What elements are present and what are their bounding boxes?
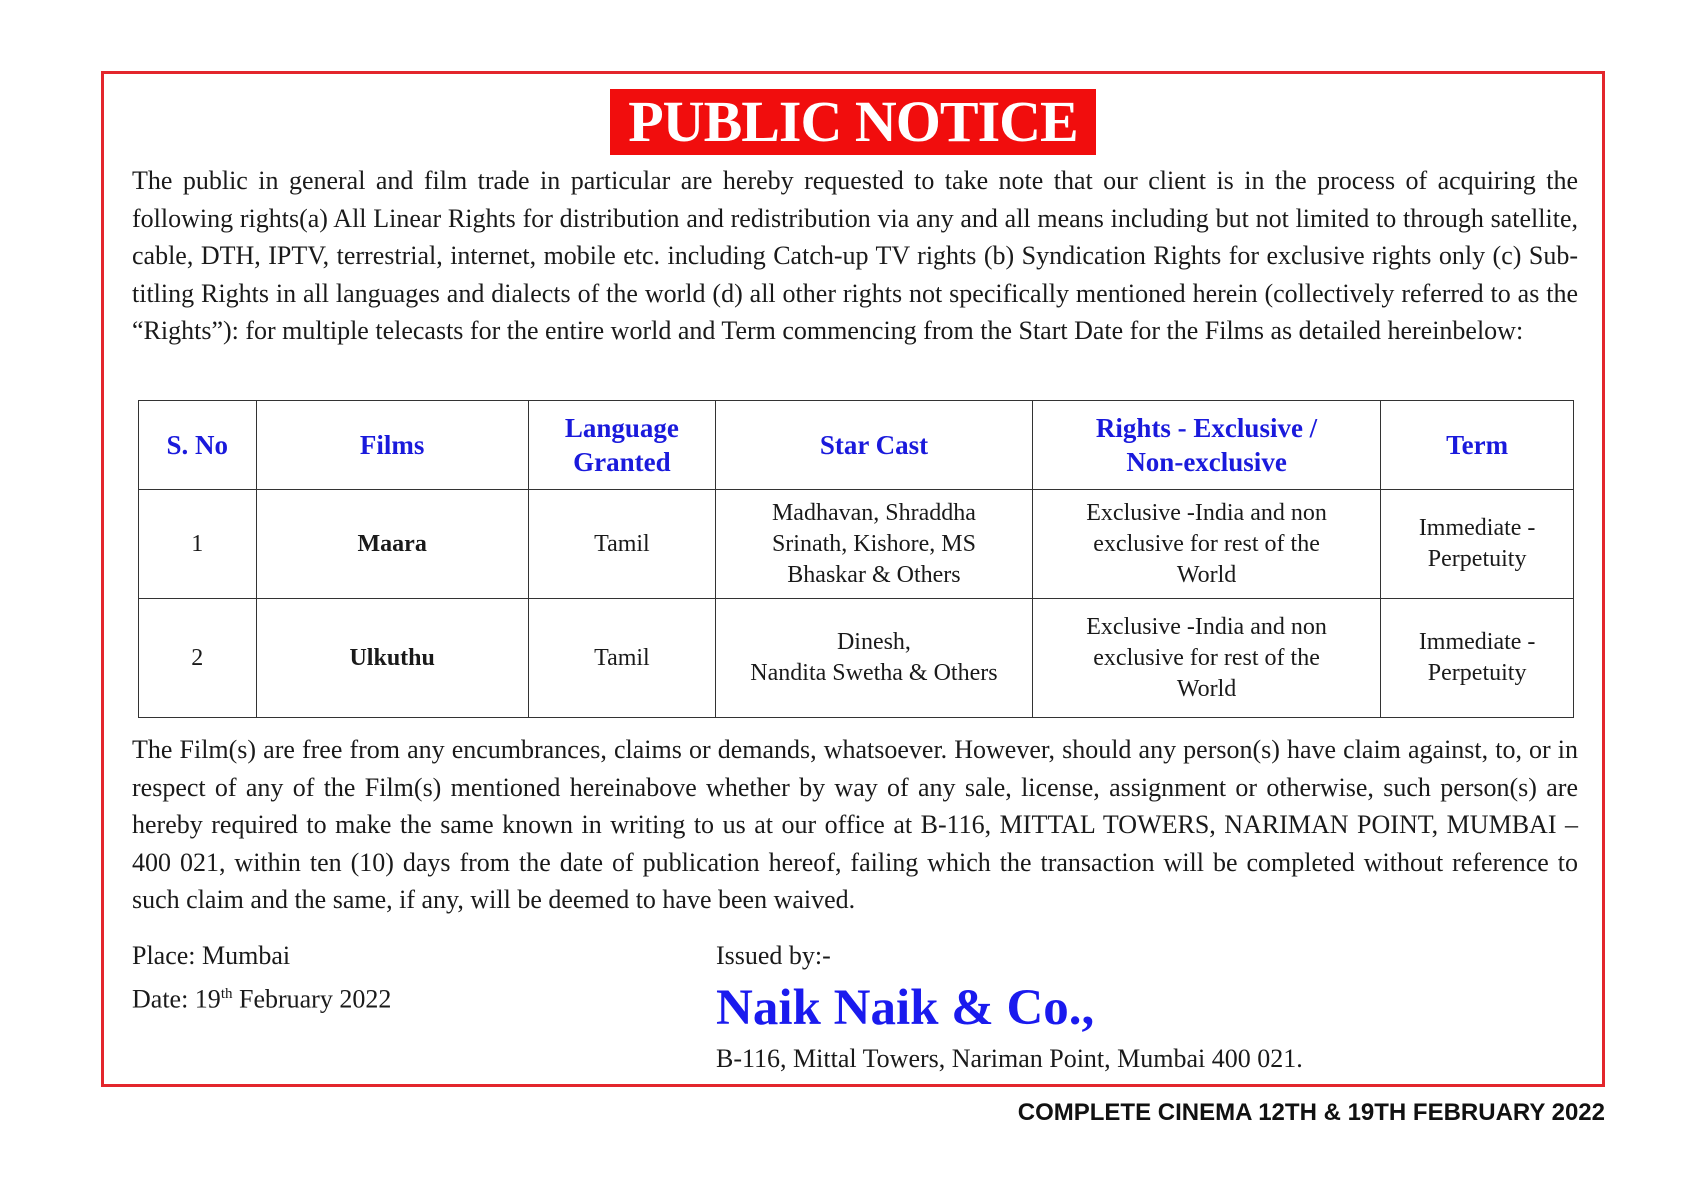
cell-language: Tamil xyxy=(528,599,715,718)
cell-rights: Exclusive -India and non exclusive for rest of the World xyxy=(1032,599,1380,718)
cell-film: Maara xyxy=(256,490,528,599)
table-row xyxy=(139,490,1574,599)
header-sno: S. No xyxy=(139,401,257,490)
table-header-row xyxy=(139,401,1574,490)
cell-language: Tamil xyxy=(528,490,715,599)
publication-footer: COMPLETE CINEMA 12TH & 19TH FEBRUARY 2022 xyxy=(1017,1099,1605,1126)
firm-name: Naik Naik & Co., xyxy=(716,980,1095,1036)
cell-sno: 1 xyxy=(139,490,257,599)
title-wrap xyxy=(104,89,1602,155)
cell-sno: 2 xyxy=(139,599,257,718)
place-date-block xyxy=(132,937,391,1019)
intro-paragraph: The public in general and film trade in particular are hereby requested to take note that our client is in the process of acquiring the following rights(a) All Linear Rights for distribution and redistribution via any and all means including but not limited to through satellite, cable, DTH, IPTV, terrestrial, internet, mobile etc. including Catch-up TV rights (b) Syndication Rights for exclusive rights only (c) Sub-titling Rights in all languages and dialects of the world (d) all other rights not specifically mentioned herein (collectively referred to as the “Rights”): for multiple telecasts for the entire world and Term commencing from the Start Date for the Films as detailed hereinbelow: xyxy=(132,166,1578,345)
header-term: Term xyxy=(1381,401,1574,490)
date-line: Date: 19th February 2022 xyxy=(132,984,392,1014)
notice-frame xyxy=(101,71,1605,1087)
firm-address: B-116, Mittal Towers, Nariman Point, Mumbai 400 021. xyxy=(716,1044,1303,1073)
header-films: Films xyxy=(256,401,528,490)
cell-term: Immediate - Perpetuity xyxy=(1381,490,1574,599)
header-language: Language Granted xyxy=(528,401,715,490)
cell-term: Immediate - Perpetuity xyxy=(1381,599,1574,718)
place-line: Place: Mumbai xyxy=(132,941,291,970)
header-rights: Rights - Exclusive / Non-exclusive xyxy=(1032,401,1380,490)
films-table xyxy=(138,400,1574,718)
cell-star-cast: Madhavan, Shraddha Srinath, Kishore, MS Bhaskar & Others xyxy=(716,490,1033,599)
table-row xyxy=(139,599,1574,718)
issued-by-label: Issued by:- xyxy=(716,941,831,970)
header-star-cast: Star Cast xyxy=(716,401,1033,490)
claims-paragraph: The Film(s) are free from any encumbrances, claims or demands, whatsoever. However, should any person(s) have claim against, to, or in respect of any of the Film(s) mentioned hereinabove whether by way of any sale, license, assignment or otherwise, such person(s) are hereby required to make the same known in writing to us at our office at B-116, MITTAL TOWERS, NARIMAN POINT, MUMBAI – 400 021, within ten (10) days from the date of publication hereof, failing which the transaction will be completed without reference to such claim and the same, if any, will be deemed to have been waived. xyxy=(132,735,1578,914)
notice-title: PUBLIC NOTICE xyxy=(610,89,1095,155)
cell-rights: Exclusive -India and non exclusive for rest of the World xyxy=(1032,490,1380,599)
cell-star-cast: Dinesh, Nandita Swetha & Others xyxy=(716,599,1033,718)
cell-film: Ulkuthu xyxy=(256,599,528,718)
